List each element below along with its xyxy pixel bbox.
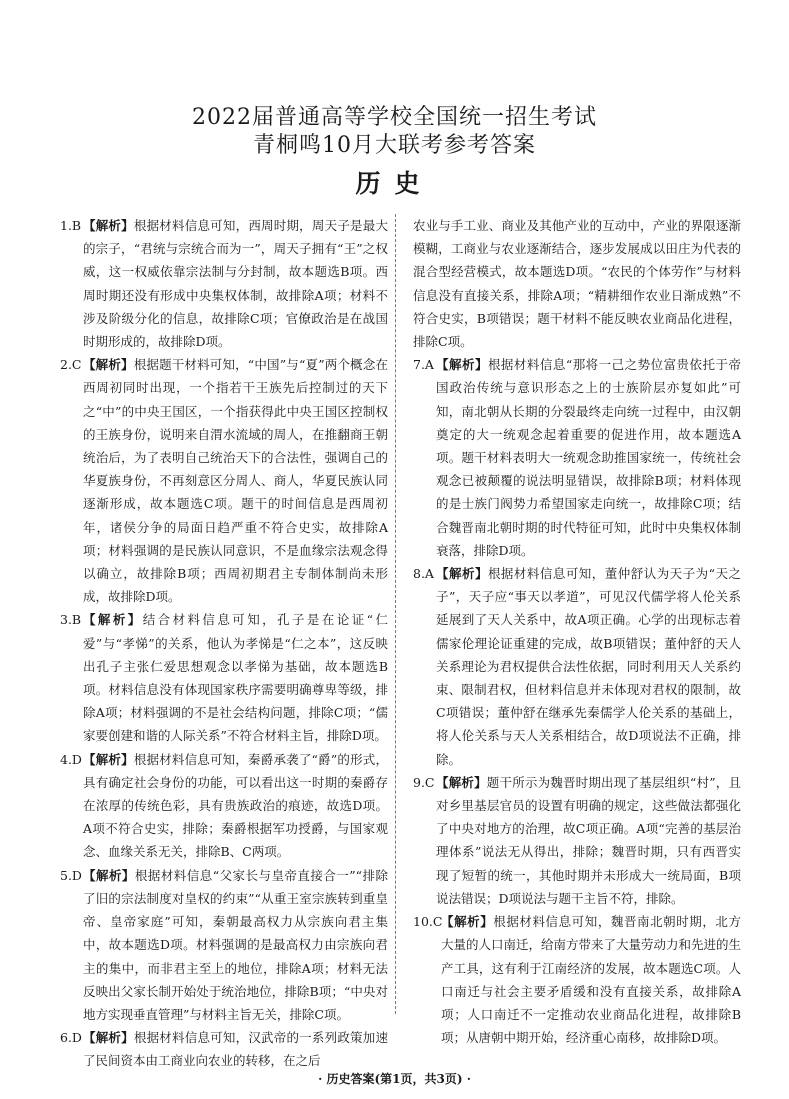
answer-text: 题干所示为魏晋时期出现了基层组织“村”，且对乡里基层官员的设置有明确的规定，这些做法都强化了中央对地方的治理，故C项正确。A项“完善的基层治理体系”说法无从得出，排除；魏晋时期，只有西晋实现了短暂的统一，其他时期并未形成大一统局面，B项说法错误；D项说法与题干主旨不符，排除。 [436,774,741,906]
analysis-tag: 【解析】 [436,357,488,373]
answer-item-10 [413,910,741,1049]
answer-number: 7.A [413,357,434,373]
answer-number: 4.D [60,751,82,767]
answer-text: 根据材料信息可知，西周时期，周天子是最大的宗子，“君统与宗统合而为一”，周天子拥有“王”之权威，这一权威依靠宗法制与分封制，故本题选B项。西周时期还没有形成中央集权体制，故排除A项；材料不涉及阶级分化的信息，故排除C项；官僚政治是在战国时期形成的，故排除D项。 [83,218,388,350]
analysis-tag: 【解析】 [436,566,488,582]
column-divider [395,214,396,1014]
answer-number: 10.C [413,914,443,930]
answer-item-8 [413,562,741,771]
left-column [60,214,388,1073]
answer-item-1 [60,214,388,353]
answer-item-4 [60,748,388,864]
analysis-tag: 【解析】 [83,867,135,883]
answer-key-title: 青桐鸣10月大联考参考答案 [253,133,536,158]
right-column [413,214,741,1049]
answer-item-7 [413,353,741,562]
answer-text: 结合材料信息可知，孔子是在论证“仁爱”与“孝悌”的关系，他认为孝悌是“仁之本”，这反映出孔子主张仁爱思想观念以孝悌为基础，故本题选B项。材料信息没有体现国家秩序需要明确尊卑等级，排除A项；材料强调的不是社会结构问题，排除C项；“儒家要创建和谐的人际关系”不符合材料主旨，排除D项。 [83,612,388,744]
answer-item-2 [60,353,388,608]
subject-heading: 历史 [355,169,434,198]
answer-item-5 [60,864,388,1026]
answer-number: 9.C [413,774,435,790]
answer-text: 根据材料信息可知，魏晋南北朝时期，北方大量的人口南迁，给南方带来了大量劳动力和先进的生产工具，这有利于江南经济的发展，故本题选C项。人口南迁与社会主要矛盾缓和没有直接关系，故排除A项；人口南迁不一定推动农业商品化进程，故排除B项；从唐朝中期开始，经济重心南移，故排除D项。 [441,914,742,1046]
answer-item-3 [60,608,388,747]
answer-text: 根据题干材料可知，“中国”与“夏”两个概念在西周初同时出现，一个指若干王族先后控制过的天下之“中”的中央王国区，一个指获得此中央王国区控制权的王族身份，说明来自渭水流域的周人，在推翻商王朝统治后，为了表明自己统治天下的合法性，强调自己的华夏族身份，不再刻意区分周人、商人，华夏民族认同逐渐形成，故本题选C项。题干的时间信息是西周初年，诸侯分争的局面日趋严重不符合史实，故排除A项；材料强调的是民族认同意识，不是血缘宗法观念得以确立，故排除B项；西周初期君主专制体制尚未形成，故排除D项。 [83,357,388,605]
analysis-tag: 【解析】 [83,218,134,233]
analysis-tag: 【解析】 [83,1030,134,1046]
answer-item-9 [413,771,741,910]
answer-number: 5.D [60,867,82,883]
analysis-tag: 【解析】 [441,914,494,930]
answer-text: 根据材料信息“那将一己之势位富贵依托于帝国政治传统与意识形态之上的士族阶层亦复如此”可知，南北朝从长期的分裂最终走向统一过程中，由汉朝奠定的大一统观念起着重要的促进作用，故本题选A项。题干材料表明大一统观念助推国家统一，传统社会观念已被颠覆的说法明显错误，故排除B项；材料体现的是士族门阀势力希望国家走向统一，故排除C项；结合魏晋南北朝时期的时代特征可知，此时中央集权体制衰落，排除D项。 [436,357,741,558]
answer-number: 1.B [60,218,82,233]
analysis-tag: 【解析】 [83,612,143,628]
answer-text: 根据材料信息可知，汉武帝的一系列政策加速了民间资本由工商业向农业的转移，在之后 [83,1030,388,1069]
answer-text: 根据材料信息可知，秦爵承袭了“爵”的形式，具有确定社会身份的功能，可以看出这一时期的秦爵存在浓厚的传统色彩，具有贵族政治的痕迹，故选D项。A项不符合史实，排除；秦爵根据军功授爵，与国家观念、血缘关系无关，排除B、C两项。 [83,751,388,860]
answer-item-6 [60,1026,388,1072]
analysis-tag: 【解析】 [83,357,134,373]
page-footer: · 历史答案(第1页，共3页) · [318,1072,471,1086]
analysis-tag: 【解析】 [83,751,134,767]
exam-title: 2022届普通高等学校全国统一招生考试 [192,105,597,130]
answer-6-continued: 农业与手工业、商业及其他产业的互动中，产业的界限逐渐模糊，工商业与农业逐渐结合，逐步发展成以田庄为代表的混合型经营模式，故本题选D项。“农民的个体劳作”与材料信息没有直接关系，排除A项；“精耕细作农业日渐成熟”不符合史实，B项错误；题干材料不能反映农业商品化进程，排除C项。 [413,218,741,350]
answer-text: 根据材料信息“父家长与皇帝直接合一”“排除了旧的宗法制度对皇权的约束”“从重王室宗族转到重皇帝、皇帝家庭”可知，秦朝最高权力从宗族向君主集中，故本题选D项。材料强调的是最高权力由宗族向君主的集中，而非君主至上的地位，排除A项；材料无法反映出父家长制开始处于统治地位，排除B项；“中央对地方实现垂直管理”与材料主旨无关，排除C项。 [83,867,388,1022]
analysis-tag: 【解析】 [436,774,487,790]
answer-text: 根据材料信息可知，董仲舒认为天子为“天之子”，天子应“事天以孝道”，可见汉代儒学将人伦关系延展到了天人关系中，故A项正确。心学的出现标志着儒家伦理论证重建的完成，故B项错误；董仲舒的天人关系理论为君权提供合法性依据，同时利用天人关系约束、限制君权，但材料信息并未体现对君权的限制，故C项错误；董仲舒在继承先秦儒学人伦关系的基础上，将人伦关系与天人关系相结合，故D项说法不正确，排除。 [436,566,741,767]
answer-number: 8.A [413,566,434,582]
answer-number: 2.C [60,357,82,373]
answer-number: 6.D [60,1030,82,1046]
answer-number: 3.B [60,612,82,628]
